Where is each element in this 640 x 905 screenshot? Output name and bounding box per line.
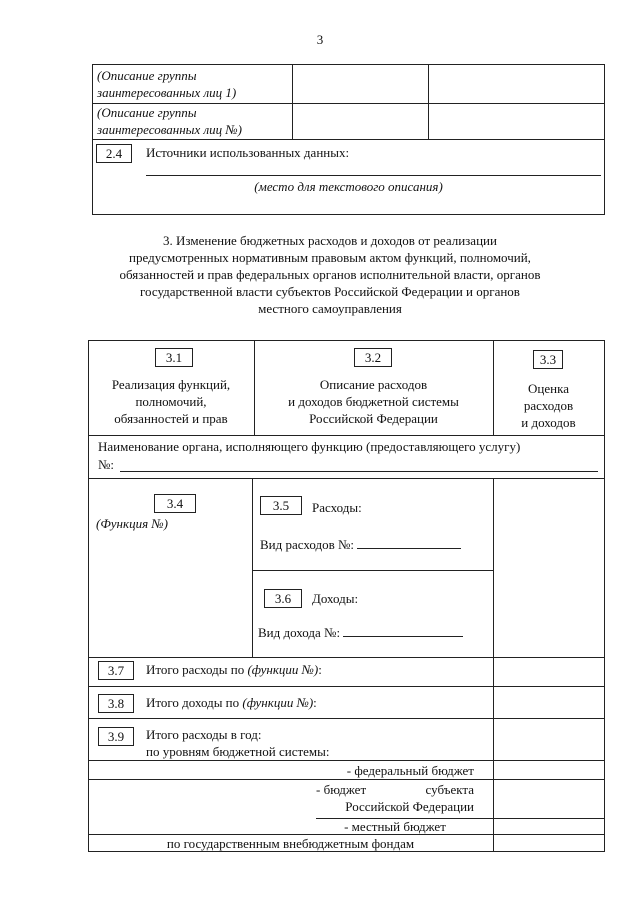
expense-type-input[interactable] bbox=[357, 536, 461, 549]
item-number-3-4: 3.4 bbox=[154, 494, 196, 513]
sources-label: Источники использованных данных: bbox=[146, 145, 350, 160]
col-number-3-3: 3.3 bbox=[533, 350, 563, 369]
col-header-estimate: Оценка расходов и доходов bbox=[521, 381, 576, 430]
stakeholders-table bbox=[92, 64, 605, 215]
col-number-3-2: 3.2 bbox=[354, 348, 392, 367]
col-header-functions: Реализация функций, полномочий, обязанностей и прав bbox=[111, 377, 231, 426]
expenses-label: Расходы: bbox=[312, 500, 362, 515]
item-number-3-5: 3.5 bbox=[260, 496, 302, 515]
local-budget-label: - местный бюджет bbox=[344, 819, 446, 834]
expense-type-label: Вид расходов №: bbox=[260, 536, 461, 553]
total-expenses-label: Итого расходы по (функции №): bbox=[146, 662, 322, 677]
income-type-label: Вид дохода №: bbox=[258, 624, 463, 641]
section-3-heading: 3. Изменение бюджетных расходов и доходов от реализации предусмотренных нормативным правовым актом функций, полномочий, обязанностей и прав федеральных органов исполнительной власти, органов государственной власти субъектов Российской Федерации и органов местного самоуправления bbox=[119, 233, 541, 316]
budget-levels-label: по уровням бюджетной системы: bbox=[146, 744, 330, 759]
sources-input-line[interactable] bbox=[146, 175, 601, 176]
org-number-label: №: bbox=[98, 457, 115, 472]
sources-placeholder: (место для текстового описания) bbox=[254, 179, 443, 194]
total-per-year-label: Итого расходы в год: bbox=[146, 727, 262, 742]
org-input-line[interactable] bbox=[120, 471, 598, 472]
org-name-label: Наименование органа, исполняющего функцию (предоставляющего услугу) bbox=[98, 439, 521, 454]
stakeholder-group-1: (Описание группы заинтересованных лиц 1) bbox=[97, 68, 237, 100]
item-number-3-7: 3.7 bbox=[98, 661, 134, 680]
federal-budget-label: - федеральный бюджет bbox=[346, 763, 474, 778]
item-number-3-9: 3.9 bbox=[98, 727, 134, 746]
off-budget-funds-label: по государственным внебюджетным фондам bbox=[166, 836, 415, 851]
function-label: (Функция №) bbox=[96, 516, 168, 531]
subject-budget-label: - бюджет субъекта Российской Федерации bbox=[316, 782, 474, 814]
income-label: Доходы: bbox=[312, 591, 359, 606]
stakeholder-group-n: (Описание группы заинтересованных лиц №) bbox=[97, 105, 243, 137]
total-income-label: Итого доходы по (функции №): bbox=[146, 695, 317, 710]
item-number-2-4: 2.4 bbox=[96, 144, 132, 163]
item-number-3-8: 3.8 bbox=[98, 694, 134, 713]
col-number-3-1: 3.1 bbox=[155, 348, 193, 367]
budget-table bbox=[88, 340, 605, 852]
page-number: 3 bbox=[316, 32, 324, 47]
item-number-3-6: 3.6 bbox=[264, 589, 302, 608]
income-type-input[interactable] bbox=[343, 624, 463, 637]
col-header-description: Описание расходов и доходов бюджетной системы Российской Федерации bbox=[288, 377, 459, 426]
